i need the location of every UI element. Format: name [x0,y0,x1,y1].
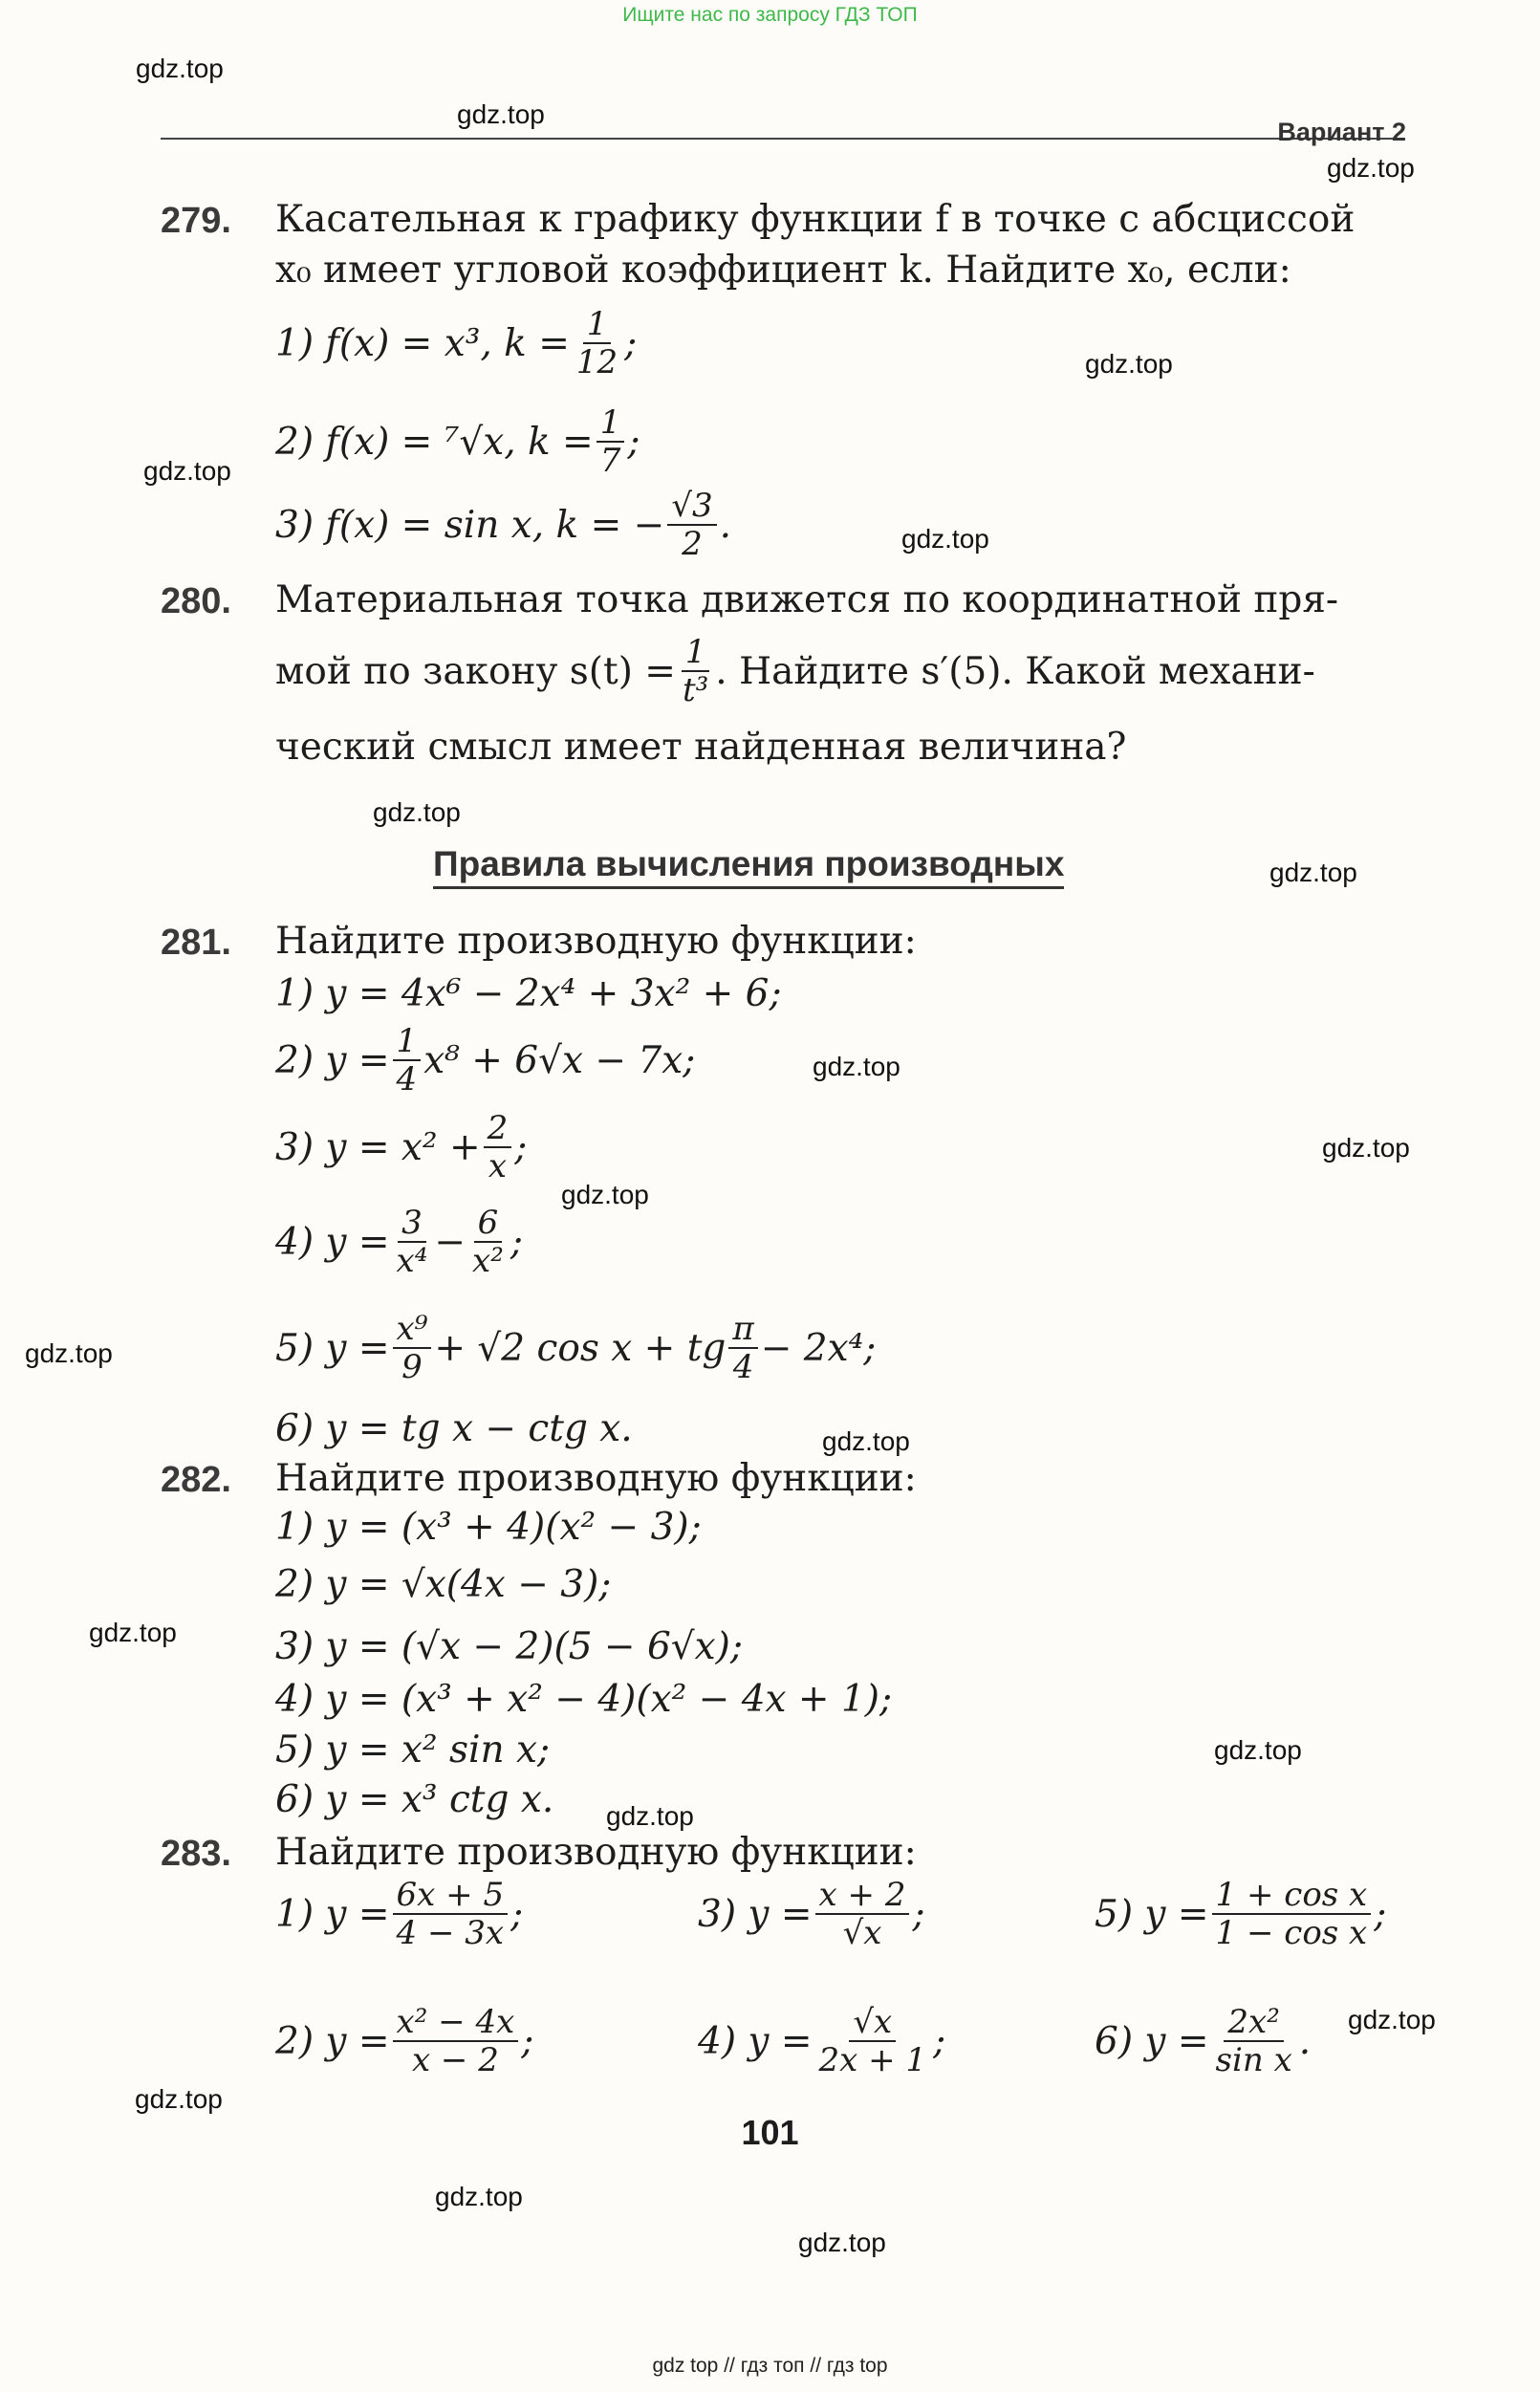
watermark: gdz.top [435,2182,523,2211]
watermark: gdz.top [1085,349,1173,379]
item-text: 2) f(x) = ⁷√x, k = [275,420,594,464]
item-text: ; [1374,1892,1387,1936]
denominator: 2x + 1 [818,2041,927,2079]
numerator: 1 [583,308,612,344]
numerator: √3 [667,489,716,526]
item-text: 3) y = x² + [275,1125,481,1169]
denominator: √x [842,1914,882,1952]
problem-item: 1) y = 4x⁶ − 2x⁴ + 3x² + 6; [275,972,782,1015]
item-text: . [719,503,732,547]
watermark: gdz.top [373,797,461,827]
item-text: x⁸ + 6√x − 7x; [423,1038,696,1082]
item-text: ; [514,1125,528,1169]
numerator: √x [849,2006,896,2042]
item-text: ; [912,1892,925,1936]
denominator: x − 2 [411,2041,499,2079]
problem-title: Найдите производную функции: [275,1831,917,1874]
fraction [679,633,712,709]
problem-title: Найдите производную функции: [275,1457,917,1500]
denominator: x⁴ [396,1242,428,1280]
fraction [393,2003,519,2079]
watermark: gdz.top [1322,1133,1410,1163]
denominator: x [488,1147,508,1185]
problem-item: 6) y = tg x − ctg x. [275,1407,633,1450]
problem-item: 4) y = (x³ + x² − 4)(x² − 4x + 1); [275,1678,893,1721]
fraction [393,1022,422,1098]
fraction [393,1204,432,1280]
watermark: gdz.top [813,1052,900,1081]
numerator: x⁹ [393,1313,432,1349]
fraction [393,1310,432,1386]
top-ad-banner: Ищите нас по запросу ГДЗ ТОП [622,4,918,26]
problem-item: 1) y = (x³ + 4)(x² − 3); [275,1506,702,1549]
item-text: ; [521,2019,534,2063]
denominator: 4 − 3x [396,1914,505,1952]
item-text: 2) y = [275,1038,390,1082]
item-text: 3) f(x) = sin x, k = − [275,503,665,547]
problem-number: 281. [161,923,231,963]
fraction [573,305,621,381]
problem-number: 282. [161,1460,231,1500]
numerator: 3 [398,1207,426,1243]
numerator: 1 [393,1025,422,1061]
denominator: 4 [732,1348,754,1386]
problem-number: 279. [161,201,231,241]
item-text: − [434,1220,466,1264]
denominator: x² [472,1242,504,1280]
bottom-ad-banner: gdz top // гдз топ // гдз top [652,2355,888,2377]
problem-item [698,2003,946,2079]
problem-item [275,1876,524,1952]
item-text: ; [510,1220,523,1264]
watermark: gdz.top [1269,858,1357,887]
problem-item: 3) y = (√x − 2)(5 − 6√x); [275,1625,744,1668]
problem-number: 280. [161,581,231,621]
denominator: 12 [575,343,618,381]
problem-item: 6) y = x³ ctg x. [275,1778,554,1821]
watermark: gdz.top [143,456,231,486]
numerator: 1 [596,406,625,443]
problem-item: 5) y = x² sin x; [275,1729,551,1772]
item-text: + √2 cos x + tg [434,1326,727,1370]
item-text: мой по закону s(t) = [275,649,676,693]
section-title: Правила вычисления производных [433,844,1064,889]
problem-item [275,2003,534,2079]
watermark: gdz.top [1327,153,1415,183]
item-text: 1) y = [275,1892,390,1936]
numerator: 6x + 5 [393,1879,509,1915]
denominator: 1 − cos x [1215,1914,1368,1952]
item-text: 6) y = [1095,2019,1209,2063]
problem-text: Материальная точка движется по координатной пря- [275,578,1339,621]
problem-item [275,1109,528,1185]
problem-text: ческий смысл имеет найденная величина? [275,726,1127,769]
item-text: 5) y = [1095,1892,1209,1936]
problem-item [1095,2003,1312,2079]
fraction [1212,2003,1296,2079]
denominator: t³ [682,671,709,709]
numerator: π [728,1313,757,1349]
problem-item [275,1204,523,1280]
watermark: gdz.top [606,1801,694,1831]
denominator: 2 [682,525,703,563]
numerator: 1 + cos x [1212,1879,1372,1915]
watermark: gdz.top [1214,1735,1302,1765]
numerator: 6 [474,1207,503,1243]
fraction [815,2003,931,2079]
watermark: gdz.top [1348,2005,1436,2034]
denominator: sin x [1215,2041,1292,2079]
problem-item [275,1310,877,1386]
item-text: ; [933,2019,946,2063]
numerator: 2 [484,1112,512,1148]
header-rule [161,138,1403,140]
numerator: x² − 4x [393,2006,519,2042]
problem-text: x₀ имеет угловой коэффициент k. Найдите x₀, если: [275,249,1291,292]
item-text: 2) y = [275,2019,390,2063]
item-text: 3) y = [698,1892,813,1936]
item-text: − 2x⁴; [760,1326,877,1370]
problem-text: Касательная к графику функции f в точке с абсциссой [275,198,1356,241]
fraction [468,1204,508,1280]
watermark: gdz.top [901,524,989,554]
item-text: ; [624,321,638,365]
fraction [393,1876,509,1952]
item-text: 1) f(x) = x³, k = [275,321,570,365]
item-text: . [1298,2019,1312,2063]
numerator: x + 2 [815,1879,910,1915]
watermark: gdz.top [561,1180,649,1209]
problem-item [275,305,638,381]
numerator: 2x² [1224,2006,1283,2042]
denominator: 4 [396,1060,418,1098]
item-text: . Найдите s′(5). Какой механи- [715,649,1315,693]
problem-item [275,403,640,480]
fraction [815,1876,910,1952]
item-text: 4) y = [275,1220,390,1264]
watermark: gdz.top [89,1618,177,1647]
problem-number: 283. [161,1834,231,1874]
fraction [1212,1876,1372,1952]
watermark: gdz.top [822,1426,910,1456]
fraction [596,403,625,480]
item-text: ; [510,1892,524,1936]
fraction [728,1310,757,1386]
item-text: 5) y = [275,1326,390,1370]
denominator: 9 [401,1348,423,1386]
denominator: 7 [599,442,621,480]
fraction [484,1109,512,1185]
watermark: gdz.top [136,54,224,83]
watermark: gdz.top [25,1338,113,1368]
fraction [667,487,716,563]
problem-item [275,1022,696,1098]
problem-item [698,1876,925,1952]
problem-item [275,487,732,563]
watermark: gdz.top [135,2084,223,2114]
variant-label: Вариант 2 [1277,118,1406,146]
problem-text [275,633,1315,709]
watermark: gdz.top [798,2228,886,2257]
item-text: ; [627,420,640,464]
numerator: 1 [682,636,710,672]
page-number: 101 [741,2113,799,2152]
problem-item: 2) y = √x(4x − 3); [275,1563,612,1606]
item-text: 4) y = [698,2019,813,2063]
problem-title: Найдите производную функции: [275,920,917,963]
watermark: gdz.top [457,99,545,129]
problem-item [1095,1876,1387,1952]
